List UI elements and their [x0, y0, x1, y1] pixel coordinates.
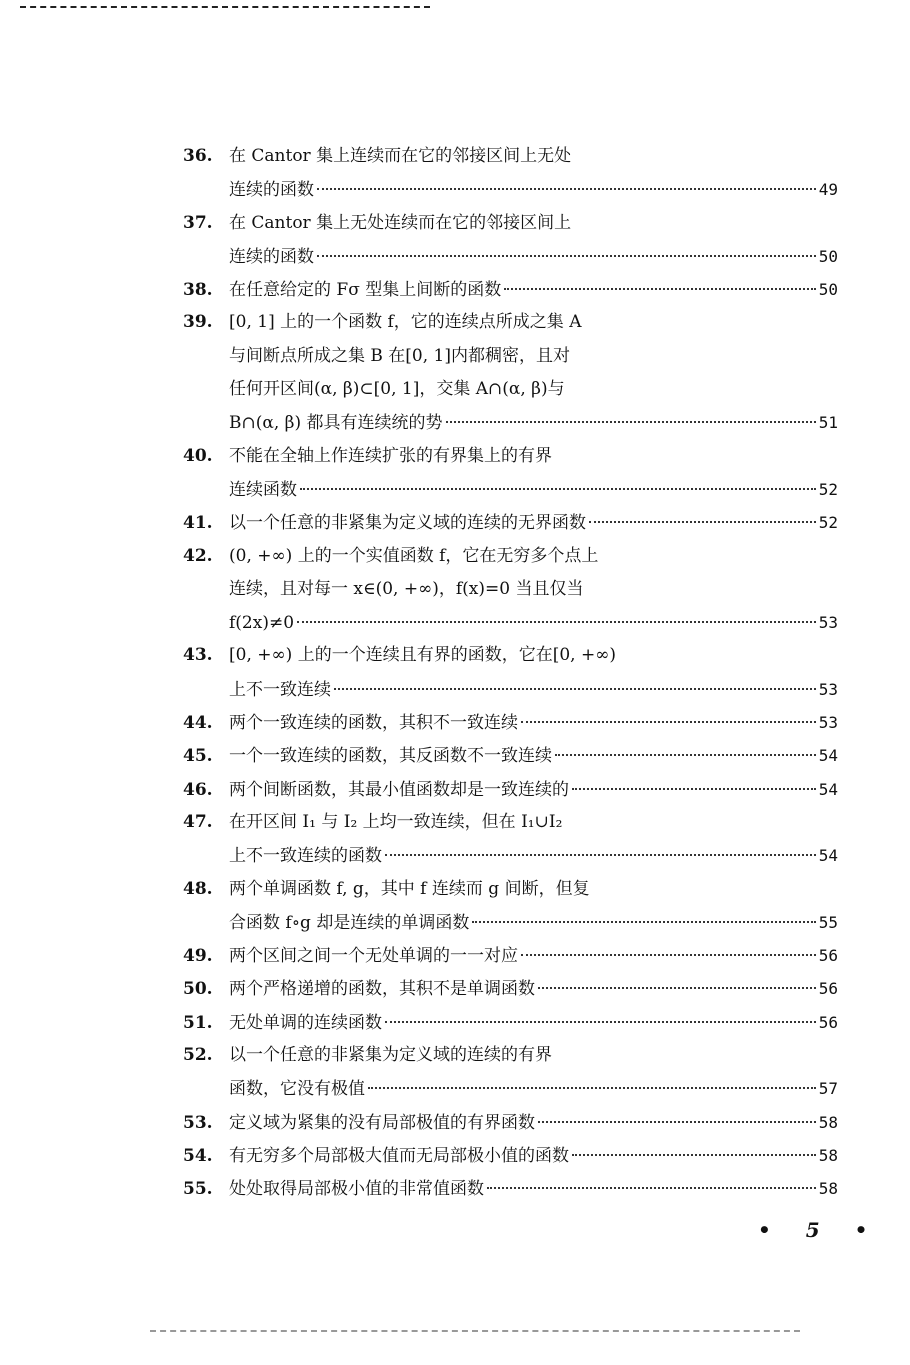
entry-page-number: 52	[818, 479, 838, 499]
dot-leader	[487, 1187, 816, 1189]
dot-leader	[521, 721, 816, 723]
dot-leader	[572, 788, 816, 790]
entry-title-line: 有无穷多个局部极大值而无局部极小值的函数	[229, 1145, 569, 1166]
toc-entry-line	[183, 1072, 838, 1105]
entry-title-line: 连续的函数	[229, 180, 314, 201]
entry-title-line: 任何开区间(α, β)⊂[0, 1]，交集 A∩(α, β)与	[229, 379, 565, 400]
toc-entry	[183, 440, 838, 507]
entry-title-line: 处处取得局部极小值的非常值函数	[229, 1179, 484, 1200]
entry-page-number: 55	[818, 912, 838, 932]
toc-entry-line	[183, 273, 838, 306]
entry-title-line: 上不一致连续	[229, 679, 331, 700]
toc-entry-line	[183, 373, 838, 406]
toc-entry-line	[183, 207, 838, 240]
toc-entry-line	[183, 1139, 838, 1172]
entry-number: 53.	[183, 1112, 213, 1133]
entry-number: 55.	[183, 1179, 213, 1200]
toc-entry	[183, 540, 838, 640]
bottom-scan-rule	[150, 1330, 800, 1332]
entry-title-line: 两个一致连续的函数，其积不一致连续	[229, 713, 518, 734]
dot-leader	[297, 621, 816, 623]
entry-number: 46.	[183, 779, 213, 800]
dot-leader	[317, 188, 816, 190]
entry-number: 36.	[183, 146, 213, 166]
entry-page-number: 49	[818, 180, 838, 200]
entry-number: 38.	[183, 280, 213, 301]
entry-number: 51.	[183, 1012, 213, 1033]
toc-entry	[183, 1006, 838, 1039]
toc-entry	[183, 972, 838, 1005]
toc-entry-line	[183, 440, 838, 473]
toc-entry	[183, 1139, 838, 1172]
entry-title-line: 定义域为紧集的没有局部极值的有界函数	[229, 1112, 535, 1133]
dot-leader	[472, 921, 815, 923]
dot-leader	[334, 688, 816, 690]
toc-entry	[183, 506, 838, 539]
toc-entry	[183, 706, 838, 739]
entry-title-line: 上不一致连续的函数	[229, 846, 382, 867]
toc-entry-line	[183, 906, 838, 939]
toc-entry-line	[183, 806, 838, 839]
entry-title-line: [0, 1] 上的一个函数 f，它的连续点所成之集 A	[229, 312, 582, 333]
dot-leader	[538, 987, 816, 989]
dot-leader	[504, 288, 816, 290]
top-scan-rule	[20, 6, 430, 8]
dot-leader	[589, 521, 816, 523]
entry-title-line: 以一个任意的非紧集为定义域的连续的有界	[229, 1045, 552, 1066]
entry-page-number: 56	[818, 979, 838, 999]
toc-entry	[183, 140, 838, 207]
toc-entry	[183, 873, 838, 940]
dot-leader	[385, 1021, 816, 1023]
dot-leader	[521, 954, 816, 956]
entry-title-line: f(2x)≠0	[229, 613, 295, 634]
entry-number: 39.	[183, 312, 213, 333]
toc-entry-line	[183, 639, 838, 672]
entry-page-number: 54	[818, 746, 838, 766]
entry-page-number: 50	[818, 246, 838, 266]
entry-number: 50.	[183, 979, 213, 1000]
toc-entry	[183, 207, 838, 274]
toc-entry-line	[183, 1039, 838, 1072]
entry-number: 48.	[183, 878, 213, 899]
entry-page-number: 54	[818, 846, 838, 866]
toc-entry-line	[183, 473, 838, 506]
toc-entry	[183, 639, 838, 706]
toc-entry-line	[183, 1106, 838, 1139]
dot-leader	[385, 854, 816, 856]
entry-title-line: 函数，它没有极值	[229, 1079, 365, 1100]
dot-leader	[538, 1121, 816, 1123]
entry-title-line: 不能在全轴上作连续扩张的有界集上的有界	[229, 445, 552, 466]
toc-entry-line	[183, 140, 838, 173]
entry-number: 43.	[183, 645, 213, 666]
toc-entry-line	[183, 173, 838, 206]
page-number: • 5 •	[758, 1218, 882, 1242]
toc-entry-line	[183, 773, 838, 806]
toc-entry-line	[183, 873, 838, 906]
toc-entry-line	[183, 406, 838, 439]
entry-page-number: 58	[818, 1179, 838, 1199]
entry-title-line: 在任意给定的 Fσ 型集上间断的函数	[229, 280, 502, 301]
entry-title-line: 以一个任意的非紧集为定义域的连续的无界函数	[229, 513, 586, 534]
table-of-contents	[183, 140, 838, 1206]
entry-page-number: 58	[818, 1112, 838, 1132]
entry-page-number: 51	[818, 413, 838, 433]
toc-entry-line	[183, 606, 838, 639]
entry-number: 49.	[183, 946, 213, 967]
entry-title-line: 两个严格递增的函数，其积不是单调函数	[229, 979, 535, 1000]
entry-title-line: 一个一致连续的函数，其反函数不一致连续	[229, 746, 552, 767]
toc-entry-line	[183, 706, 838, 739]
toc-entry-line	[183, 673, 838, 706]
toc-entry	[183, 1106, 838, 1139]
toc-entry	[183, 739, 838, 772]
toc-entry-line	[183, 306, 838, 339]
toc-entry	[183, 773, 838, 806]
dot-leader	[555, 754, 816, 756]
entry-title-line: 连续函数	[229, 479, 297, 500]
entry-title-line: 连续的函数	[229, 246, 314, 267]
toc-entry-line	[183, 240, 838, 273]
entry-title-line: 在 Cantor 集上连续而在它的邻接区间上无处	[229, 146, 572, 166]
entry-title-line: 无处单调的连续函数	[229, 1012, 382, 1033]
toc-entry	[183, 1172, 838, 1205]
toc-entry-line	[183, 1006, 838, 1039]
entry-page-number: 56	[818, 1012, 838, 1032]
toc-entry-line	[183, 939, 838, 972]
toc-entry-line	[183, 506, 838, 539]
entry-page-number: 56	[818, 946, 838, 966]
entry-title-line: 与间断点所成之集 B 在[0, 1]内都稠密，且对	[229, 345, 571, 366]
entry-page-number: 57	[818, 1079, 838, 1099]
toc-entry-line	[183, 839, 838, 872]
entry-page-number: 54	[818, 779, 838, 799]
entry-title-line: 合函数 f∘g 却是连续的单调函数	[229, 912, 470, 933]
entry-title-line: (0, +∞) 上的一个实值函数 f，它在无穷多个点上	[229, 545, 599, 566]
entry-number: 44.	[183, 713, 213, 734]
entry-number: 42.	[183, 545, 213, 566]
entry-title-line: 在 Cantor 集上无处连续而在它的邻接区间上	[229, 212, 572, 233]
toc-entry	[183, 939, 838, 972]
entry-page-number: 53	[818, 679, 838, 699]
dot-leader	[300, 488, 816, 490]
dot-leader	[572, 1154, 816, 1156]
toc-entry	[183, 306, 838, 439]
entry-page-number: 53	[818, 613, 838, 633]
toc-entry	[183, 273, 838, 306]
toc-entry-line	[183, 573, 838, 606]
toc-entry-line	[183, 1172, 838, 1205]
toc-entry-line	[183, 340, 838, 373]
entry-page-number: 50	[818, 280, 838, 300]
entry-number: 52.	[183, 1045, 213, 1066]
entry-title-line: 两个间断函数，其最小值函数却是一致连续的	[229, 779, 569, 800]
entry-number: 47.	[183, 811, 213, 832]
toc-entry	[183, 1039, 838, 1106]
entry-number: 45.	[183, 746, 213, 767]
toc-entry-line	[183, 540, 838, 573]
entry-title-line: 连续，且对每一 x∈(0, +∞)，f(x)=0 当且仅当	[229, 578, 584, 599]
toc-entry-line	[183, 972, 838, 1005]
toc-entry	[183, 806, 838, 873]
dot-leader	[317, 255, 816, 257]
entry-page-number: 52	[818, 513, 838, 533]
entry-number: 40.	[183, 445, 213, 466]
entry-title-line: [0, +∞) 上的一个连续且有界的函数，它在[0, +∞)	[229, 645, 616, 666]
entry-number: 41.	[183, 513, 213, 534]
entry-title-line: B∩(α, β) 都具有连续统的势	[229, 413, 443, 434]
entry-page-number: 58	[818, 1145, 838, 1165]
entry-title-line: 在开区间 I₁ 与 I₂ 上均一致连续，但在 I₁∪I₂	[229, 811, 563, 832]
entry-number: 37.	[183, 212, 213, 233]
entry-page-number: 53	[818, 713, 838, 733]
dot-leader	[446, 421, 816, 423]
entry-title-line: 两个区间之间一个无处单调的一一对应	[229, 946, 518, 967]
entry-number: 54.	[183, 1145, 213, 1166]
dot-leader	[368, 1087, 816, 1089]
toc-entry-line	[183, 739, 838, 772]
entry-title-line: 两个单调函数 f, g，其中 f 连续而 g 间断，但复	[229, 878, 590, 899]
